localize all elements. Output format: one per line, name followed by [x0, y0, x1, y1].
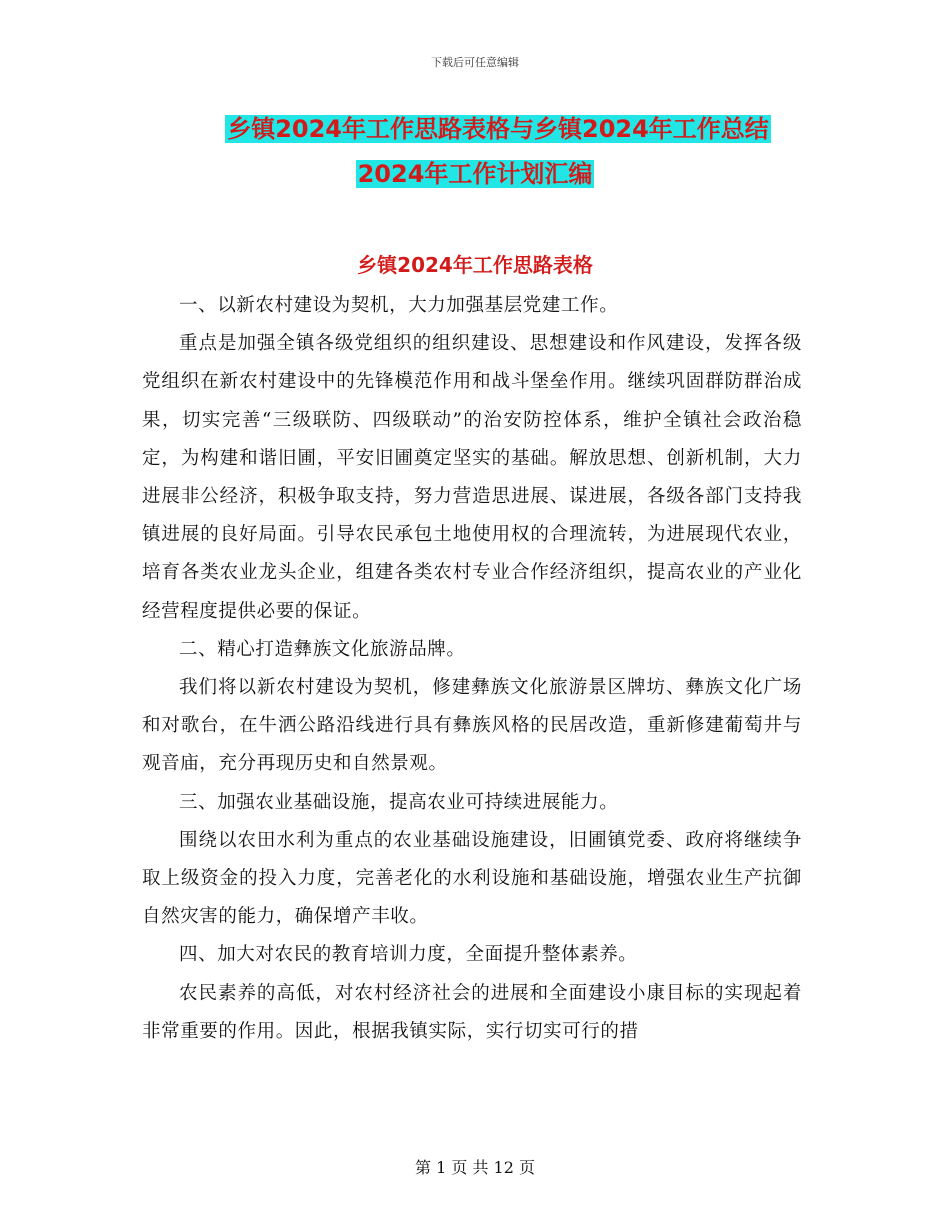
- paragraph-item-3: 三、加强农业基础设施，提高农业可持续进展能力。: [179, 791, 619, 813]
- paragraph-body-4: 农民素养的高低，对农村经济社会的进展和全面建设小康目标的实现起着非常重要的作用。因此，根据我镇实际，实行切实可行的措: [142, 982, 802, 1042]
- paragraph-item-1: 一、以新农村建设为契机，大力加强基层党建工作。: [179, 295, 619, 316]
- document-title-line-1: [0, 112, 950, 146]
- document-title-line-2: [0, 157, 950, 191]
- paragraph-body-1: 重点是加强全镇各级党组织的组织建设、思想建设和作风建设，发挥各级党组织在新农村建设中的先锋模范作用和战斗堡垒作用。继续巩固群防群治成果，切实完善“三级联防、四级联动”的治安防控体系，维护全镇社会政治稳定，为构建和谐旧圃，平安旧圃奠定坚实的基础。解放思想、创新机制，大力进展非公经济，积极争取支持，努力营造思进展、谋进展，各级各部门支持我镇进展的良好局面。引导农民承包土地使用权的合理流转，为进展现代农业，培育各类农业龙头企业，组建各类农村专业合作经济组织，提高农业的产业化经营程度提供必要的保证。: [142, 333, 802, 622]
- section-heading: 乡镇2024年工作思路表格: [357, 253, 593, 277]
- page-number: 第 1 页 共 12 页: [415, 1158, 535, 1177]
- paragraph-item-4: 四、加大对农民的教育培训力度，全面提升整体素养。: [179, 944, 638, 966]
- document-body: [142, 287, 802, 1051]
- document-title-line-2-text: 2024年工作计划汇编: [357, 160, 593, 188]
- header-note: 下载后可任意编辑: [431, 56, 519, 69]
- paragraph-body-2: 我们将以新农村建设为契机，修建彝族文化旅游景区牌坊、彝族文化广场和对歌台，在牛洒公路沿线进行具有彝族风格的民居改造，重新修建葡萄井与观音庙，充分再现历史和自然景观。: [142, 677, 802, 775]
- paragraph-body-3: 围绕以农田水利为重点的农业基础设施建设，旧圃镇党委、政府将继续争取上级资金的投入力度，完善老化的水利设施和基础设施，增强农业生产抗御自然灾害的能力，确保增产丰收。: [142, 829, 802, 928]
- paragraph-item-2: 二、精心打造彝族文化旅游品牌。: [179, 638, 466, 660]
- document-title-line-1-text: 乡镇2024年工作思路表格与乡镇2024年工作总结: [227, 115, 769, 143]
